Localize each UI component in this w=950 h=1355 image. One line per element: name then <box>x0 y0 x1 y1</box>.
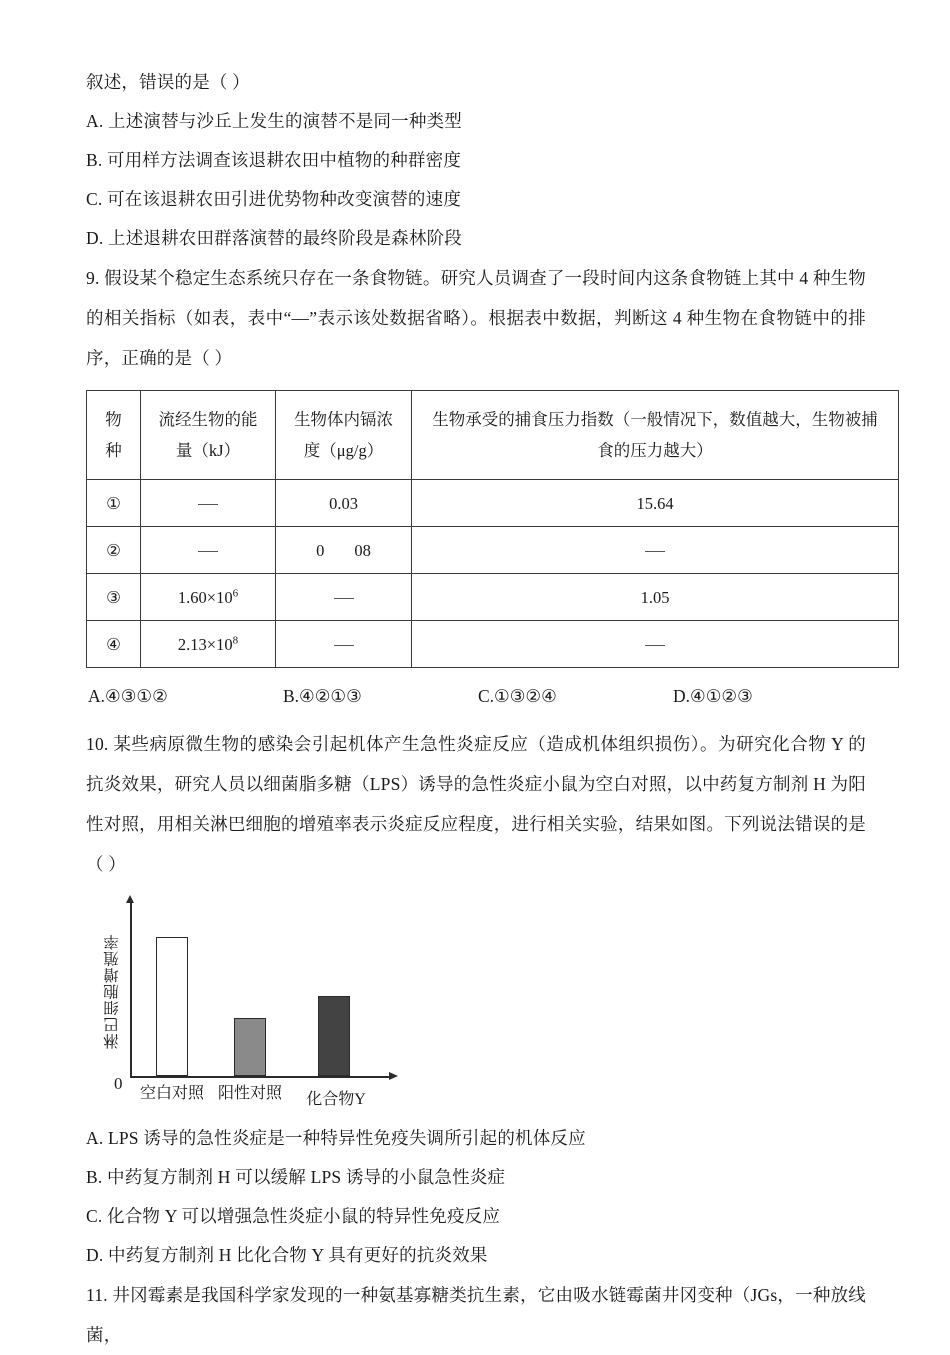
cell-species: ④ <box>87 621 141 668</box>
prev-option-c: C. 可在该退耕农田引进优势物种改变演替的速度 <box>86 189 462 209</box>
question-9-data-table <box>86 390 899 668</box>
question-11-stem: 11. 井冈霉素是我国科学家发现的一种氨基寡糖类抗生素，它由吸水链霉菌井冈变种（JGs，一种放线菌， <box>86 1285 866 1345</box>
question-10-option-d: D. 中药复方制剂 H 比化合物 Y 具有更好的抗炎效果 <box>86 1245 488 1265</box>
cell-species: ② <box>87 527 141 574</box>
cadmium-left-digit: 0 <box>316 540 325 560</box>
chart-bar-blank-control <box>156 937 188 1076</box>
header-energy-line1: 流经生物的能 <box>158 410 258 429</box>
question-10-stem: 10. 某些病原微生物的感染会引起机体产生急性炎症反应（造成机体组织损伤）。为研究化合物 Y 的抗炎效果，研究人员以细菌脂多糖（LPS）诱导的急性炎症小鼠为空白对照，以中药复方制剂 H 为阳性对照，用相关淋巴细胞的增殖率表示炎症反应程度，进行相关实验，结果如图。下列说法错误的是（ ） <box>86 734 866 874</box>
header-predation <box>412 391 899 480</box>
question-9-option-b: B.④②①③ <box>283 686 362 706</box>
question-10-option-c: C. 化合物 Y 可以增强急性炎症小鼠的特异性免疫反应 <box>86 1206 501 1226</box>
chart-xtick-compound-y: 化合物Y <box>306 1091 366 1108</box>
cell-predation <box>412 527 899 574</box>
continued-stem-line: 叙述，错误的是（ ） <box>86 72 250 92</box>
table-header-row <box>87 391 899 480</box>
chart-x-axis <box>130 1076 390 1078</box>
dash-mark <box>334 598 354 599</box>
cell-energy <box>141 574 276 621</box>
chart-y-axis-label: 淋巴细胞增殖率 <box>104 933 121 1049</box>
prev-option-b: B. 可用样方法调查该退耕农田中植物的种群密度 <box>86 150 462 170</box>
chart-origin-label: 0 <box>114 1074 123 1093</box>
chart-bar-compound-y <box>318 996 350 1076</box>
cadmium-right-digits: 08 <box>354 540 371 560</box>
dash-mark <box>334 645 354 646</box>
chart-bar-positive-control <box>234 1018 266 1076</box>
question-9-option-d: D.④①②③ <box>673 686 753 706</box>
header-predation-line2: 食的压力越大） <box>597 441 713 460</box>
header-species <box>87 391 141 480</box>
energy-exponent: 6 <box>232 587 239 599</box>
cell-cadmium <box>276 574 412 621</box>
cell-energy <box>141 480 276 527</box>
header-cadmium-line1: 生物体内镉浓 <box>294 410 393 429</box>
header-species-line2: 种 <box>105 441 122 460</box>
cell-predation <box>412 621 899 668</box>
cell-species: ① <box>87 480 141 527</box>
chart-plot-area <box>100 898 420 1113</box>
chart-xtick-positive-control: 阳性对照 <box>217 1085 282 1102</box>
cell-cadmium: 0.03 <box>276 480 412 527</box>
header-energy <box>141 391 276 480</box>
dash-mark <box>645 551 665 552</box>
prev-option-a: A. 上述演替与沙丘上发生的演替不是同一种类型 <box>86 111 462 131</box>
prev-option-d: D. 上述退耕农田群落演替的最终阶段是森林阶段 <box>86 228 462 248</box>
question-9-option-a: A.④③①② <box>88 686 168 706</box>
header-species-line1: 物 <box>105 410 122 429</box>
cell-energy <box>141 527 276 574</box>
header-energy-line2: 量（kJ） <box>175 441 241 460</box>
cell-predation: 1.05 <box>412 574 899 621</box>
question-10-option-b: B. 中药复方制剂 H 可以缓解 LPS 诱导的小鼠急性炎症 <box>86 1167 506 1187</box>
cell-energy <box>141 621 276 668</box>
question-9-option-c: C.①③②④ <box>478 686 557 706</box>
chart-y-axis <box>130 902 132 1077</box>
question-10-option-a: A. LPS 诱导的急性炎症是一种特异性免疫失调所引起的机体反应 <box>86 1128 586 1148</box>
dash-mark <box>645 645 665 646</box>
header-cadmium-line2: 度（μg/g） <box>303 441 384 460</box>
page-content <box>86 62 878 1355</box>
dash-mark <box>198 504 218 505</box>
energy-exponent: 8 <box>232 634 239 646</box>
cell-predation: 15.64 <box>412 480 899 527</box>
question-9-options <box>86 686 866 724</box>
question-9-stem: 9. 假设某个稳定生态系统只存在一条食物链。研究人员调查了一段时间内这条食物链上其中 4 种生物的相关指标（如表，表中“—”表示该处数据省略）。根据表中数据，判断这 4 种生物在食物链中的排序，正确的是（ ） <box>86 268 866 368</box>
cell-cadmium <box>276 527 412 574</box>
table-row <box>87 480 899 527</box>
chart-xtick-blank-control: 空白对照 <box>139 1085 204 1102</box>
dash-mark <box>198 551 218 552</box>
energy-mantissa: 1.60×10 <box>177 587 233 607</box>
table-row <box>87 574 899 621</box>
energy-mantissa: 2.13×10 <box>177 634 233 654</box>
header-predation-line1: 生物承受的捕食压力指数（一般情况下，数值越大，生物被捕 <box>432 410 878 429</box>
header-cadmium <box>276 391 412 480</box>
question-10-bar-chart <box>100 898 420 1113</box>
table-row <box>87 527 899 574</box>
table-row <box>87 621 899 668</box>
cell-species: ③ <box>87 574 141 621</box>
cell-cadmium <box>276 621 412 668</box>
